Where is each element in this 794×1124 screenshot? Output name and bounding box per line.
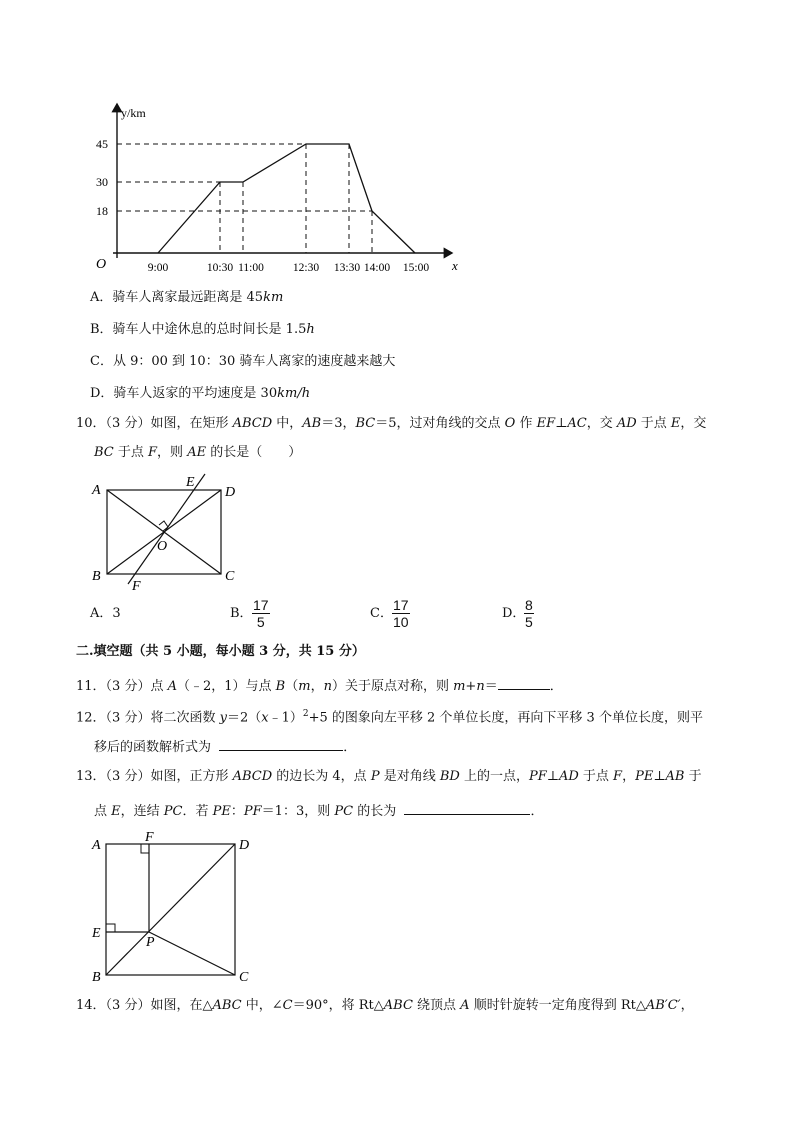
q9-option-d-unit: km/h [277,386,311,401]
q13-bd: BD [439,769,460,784]
q10-text: 的长是（ ） [206,445,302,460]
q13-pe-ab: PE⊥AB [635,769,685,784]
q10-ae: AE [187,445,207,460]
q10-f: F [148,445,158,460]
q10-label-d: D [225,485,236,500]
q10-e: E [670,416,681,431]
q12-text: ﹣1） [268,710,303,726]
q10-label-e: E [186,475,195,490]
q9-option-a-text: A．骑车人离家最远距离是 45 [90,290,264,305]
q10-label-c: C [225,569,235,584]
q14-text: 14．（3 分）如图，在△ [76,998,213,1013]
x-tick-14-00: 14:00 [363,262,391,274]
q10-option-d-prefix: D． [502,606,526,621]
q13-text: ，连结 [120,804,164,819]
q10-option-c-numerator: 17 [393,597,409,613]
q10-abcd: ABCD [232,416,273,431]
q11-text: ）关于原点对称，则 [331,679,454,694]
q11-n: n [323,679,332,694]
q10-label-b: B [92,569,101,584]
y-axis-label: y/km [121,106,146,120]
y-tick-30: 30 [96,175,108,189]
q10-option-c-denominator: 10 [393,614,409,630]
q12-exponent: 2 [302,709,309,719]
q10-o: O [504,416,516,431]
q10-ef-ac: EF⊥AC [536,416,587,431]
q13-text: 是对角线 [379,769,440,784]
q10-label-a: A [92,483,101,498]
q10-option-b-denominator: 5 [256,614,265,630]
q10-option-c-prefix: C． [370,606,393,621]
q12-y: y [219,710,227,726]
q14-c: C [282,998,293,1013]
q9-option-c-text: C．从 9：00 到 10：30 骑车人离家的速度越来越大 [90,354,396,369]
q13-label-c: C [239,970,249,985]
q10-text: 于点 [636,416,671,431]
q10-text: 于点 [113,445,149,460]
x-tick-13-30: 13:30 [333,262,361,274]
q13-label-b: B [92,970,101,985]
q14-a: A [460,998,470,1013]
q13-e: E [111,804,121,819]
q13-pe: PE [212,804,231,819]
q11-text: （﹣2，1）与点 [176,679,276,694]
q11-m-plus-n: m+n [453,679,485,694]
x-axis-label: x [452,258,458,273]
q14-text: 中，∠ [241,998,283,1013]
q14-text: ＝90°，将 Rt△ [292,998,384,1013]
q13-label-p: P [146,935,155,950]
q11-text: 11．（3 分）点 [76,679,168,694]
q11-point-a: A [167,679,177,694]
q10-option-d-denominator: 5 [525,614,533,630]
q10-text: ＝3， [321,416,356,431]
q13-text: 的长为 [353,804,397,819]
q13-label-a: A [92,838,101,853]
q13-pc: PC [334,804,354,819]
q9-option-a-unit: km [263,290,284,305]
q11-text: （ [285,679,299,694]
x-tick-15-00: 15:00 [402,262,430,274]
q10-option-b-numerator: 17 [253,597,269,613]
q10-bc: BC [94,445,114,460]
q10-ab: AB [302,416,322,431]
q12-text: 移后的函数解析式为 [94,740,212,755]
q11-period: ． [549,679,563,694]
q10-text: 10．（3 分）如图，在矩形 [76,416,233,431]
q13-label-f: F [145,830,154,845]
origin-label: O [96,257,107,272]
q13-text: 于 [684,769,702,784]
q9-option-b-text: B．骑车人中途休息的总时间长是 1.5 [90,322,307,337]
q10-text: ，则 [157,445,188,460]
q10-ad: AD [616,416,637,431]
q11-point-b: B [275,679,286,694]
q12-period: ． [343,740,357,755]
q10-text: 作 [515,416,537,431]
q11-text: ， [310,679,324,694]
section-2-heading: 二.填空题（共 5 小题，每小题 3 分，共 15 分） [76,644,365,659]
x-tick-10-30: 10:30 [206,262,234,274]
q10-text: ＝5，过对角线的交点 [375,416,505,431]
q12-text: +5 的图象向左平移 2 个单位长度，再向下平移 3 个单位长度，则平 [308,710,703,726]
q10-option-b-prefix: B． [230,606,253,621]
q13-text: 于点 [578,769,614,784]
x-tick-12-30: 12:30 [292,262,320,274]
q13-label-e: E [92,926,101,941]
q12-text: 12．（3 分）将二次函数 [76,710,220,726]
q12-text: ＝2（ [226,710,262,726]
x-tick-9-00: 9:00 [147,262,169,274]
q12-x: x [261,710,269,726]
q13-abcd: ABCD [232,769,273,784]
q9-option-d-text: D．骑车人返家的平均速度是 30 [90,386,278,401]
q14-text: ， [680,998,694,1013]
q10-option-a: A．3 [90,606,121,621]
x-tick-11-00: 11:00 [238,262,264,274]
q13-pc: PC [163,804,183,819]
q10-text: 中， [272,416,303,431]
q13-text: ： [230,804,244,819]
q14-abc: ABC [212,998,242,1013]
q10-text: ，交 [586,416,617,431]
q10-label-f: F [132,579,141,594]
q13-text: ＝1：3，则 [261,804,335,819]
q13-text: 上的一点， [459,769,529,784]
y-tick-45: 45 [96,137,108,151]
q13-p: P [370,769,380,784]
q13-pf-ad: PF⊥AD [528,769,579,784]
q10-text: ，交 [680,416,707,431]
q13-text: 点 [94,804,112,819]
q10-label-o: O [157,539,168,554]
q13-period: ． [530,804,544,819]
q14-text: 绕顶点 [412,998,461,1013]
q13-text: 13．（3 分）如图，正方形 [76,769,233,784]
q11-m: m [298,679,311,694]
q11-text: ＝ [484,679,498,694]
q9-option-b-unit: h [306,322,315,337]
q14-text: 顺时针旋转一定角度得到 Rt△ [469,998,646,1013]
q10-option-d-numerator: 8 [525,597,533,613]
q13-label-d: D [239,838,250,853]
q14-ab-prime-c-prime: AB′C′ [645,998,681,1013]
q10-bc: BC [355,416,376,431]
q13-text: ， [622,769,636,784]
q13-pf: PF [243,804,262,819]
q13-text: ．若 [182,804,213,819]
y-tick-18: 18 [96,204,108,218]
q14-abc: ABC [383,998,413,1013]
q14-line-1 [76,998,694,1014]
q13-text: 的边长为 4，点 [272,769,371,784]
q13-f: F [613,769,623,784]
